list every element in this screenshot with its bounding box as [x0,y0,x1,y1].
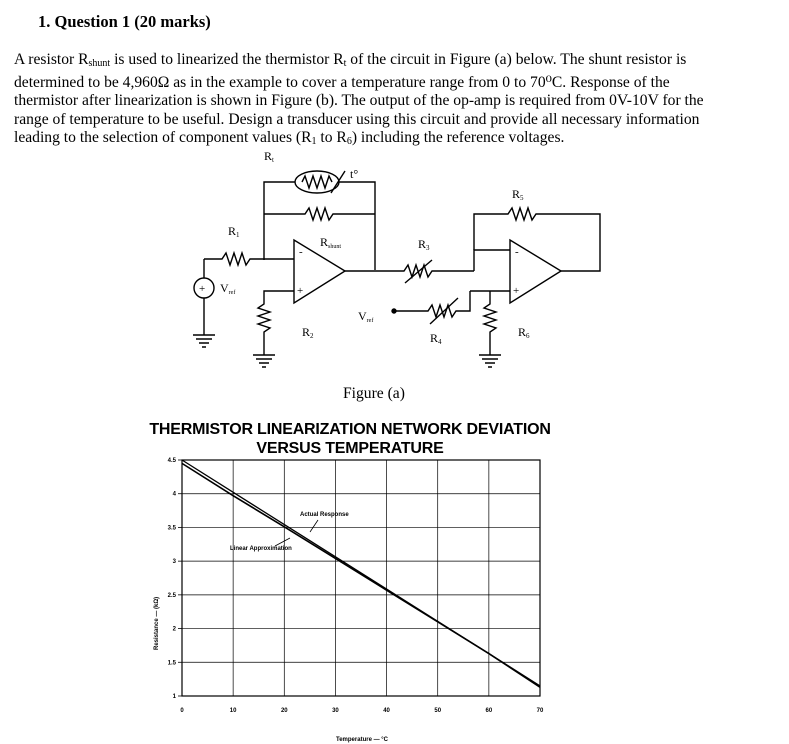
r5-resistor [474,208,600,271]
deviation-chart [0,440,789,744]
label-rt: Rt [264,150,274,164]
x-tick-label: 70 [536,708,544,714]
plot-frame [182,460,540,696]
thermistor-zigzag [302,176,332,188]
figure-a-caption: Figure (a) [343,385,405,402]
question-line-1: A resistor $R_{shunt}$ is used to linearized the thermistor $R_t$ of the circuit in Figure (a) below. The shunt resistor is [14,51,687,69]
y-tick-label: 4.5 [167,458,176,464]
y-tick-label: 2.5 [167,592,176,599]
label-opamp1-minus: - [299,246,303,258]
y-tick-label: 1 [172,694,176,700]
x-tick-label: 50 [434,708,442,714]
annotation-linear-approx: Linear Approximation [230,546,292,552]
annotation-actual-response: Actual Response [300,512,349,518]
annotation-linear-arrow [275,538,290,546]
r2-resistor [258,291,294,355]
ground-1 [193,335,215,347]
circuit-diagram [0,150,789,385]
opamp-2-minus-wire [474,250,510,271]
label-opamp2-minus: - [515,246,519,258]
rshunt-resistor [264,208,375,220]
series-actual-response [182,463,540,687]
label-r3: R3 [418,237,430,252]
label-temp-symbol: t° [350,167,359,181]
chart-title-line-2: VERSUS TEMPERATURE [256,440,444,457]
r3-variable-arrow [405,260,432,283]
y-tick-label: 3 [172,559,176,566]
label-source-plus: + [199,283,206,295]
annotation-actual-arrow [310,520,318,532]
rt-wire [264,182,295,260]
label-vref2: Vref [358,309,374,324]
rt-wire-right [339,182,375,270]
x-tick-label: 60 [485,708,493,714]
label-opamp2-plus: + [513,285,520,297]
y-tick-label: 3.5 [167,525,176,532]
label-opamp1-plus: + [297,285,304,297]
x-tick-label: 0 [180,708,184,714]
label-r5: R5 [512,187,524,202]
question-title: 1. Question 1 (20 marks) [38,12,211,31]
ground-3 [479,355,501,367]
question-line-3: thermistor after linearization is shown in Figure (b). The output of the op-amp is required from 0V-10V for the [14,92,704,110]
label-vref1: Vref [220,281,236,296]
y-tick-label: 2 [172,626,176,633]
r3-resistor [345,265,474,277]
x-tick-label: 30 [332,708,339,714]
vref2-wire [394,291,470,317]
r1-resistor [204,253,294,265]
chart-series [182,460,540,687]
y-tick-label: 4 [172,491,176,498]
label-r2: R2 [302,325,314,340]
chart-title-line-1: THERMISTOR LINEARIZATION NETWORK DEVIATION [149,421,551,438]
x-tick-label: 40 [383,708,390,714]
label-r1: R1 [228,224,240,239]
label-r6: R6 [518,325,530,340]
r6-resistor [484,291,496,355]
chart-ylabel: Resistance — (kΩ) [154,596,160,650]
question-line-2: determined to be 4,960Ω as in the example to cover a temperature range from 0 to 70⁰C. Response of the [14,73,670,91]
chart-ticks [168,458,544,714]
label-r4: R4 [430,331,442,346]
label-rshunt: Rshunt [320,235,342,250]
x-tick-label: 20 [280,708,288,714]
ground-2 [253,355,275,367]
x-tick-label: 10 [229,708,237,714]
y-tick-label: 1.5 [167,660,176,667]
question-line-4: range of temperature to be useful. Design a transducer using this circuit and provide all necessary information [14,110,700,128]
vref2-terminal [392,309,396,313]
question-line-5: leading to the selection of component values ($R_1$ to $R_6$) including the reference voltages. [14,129,565,148]
question-text [14,51,784,152]
chart-xlabel: Temperature — °C [336,737,388,743]
